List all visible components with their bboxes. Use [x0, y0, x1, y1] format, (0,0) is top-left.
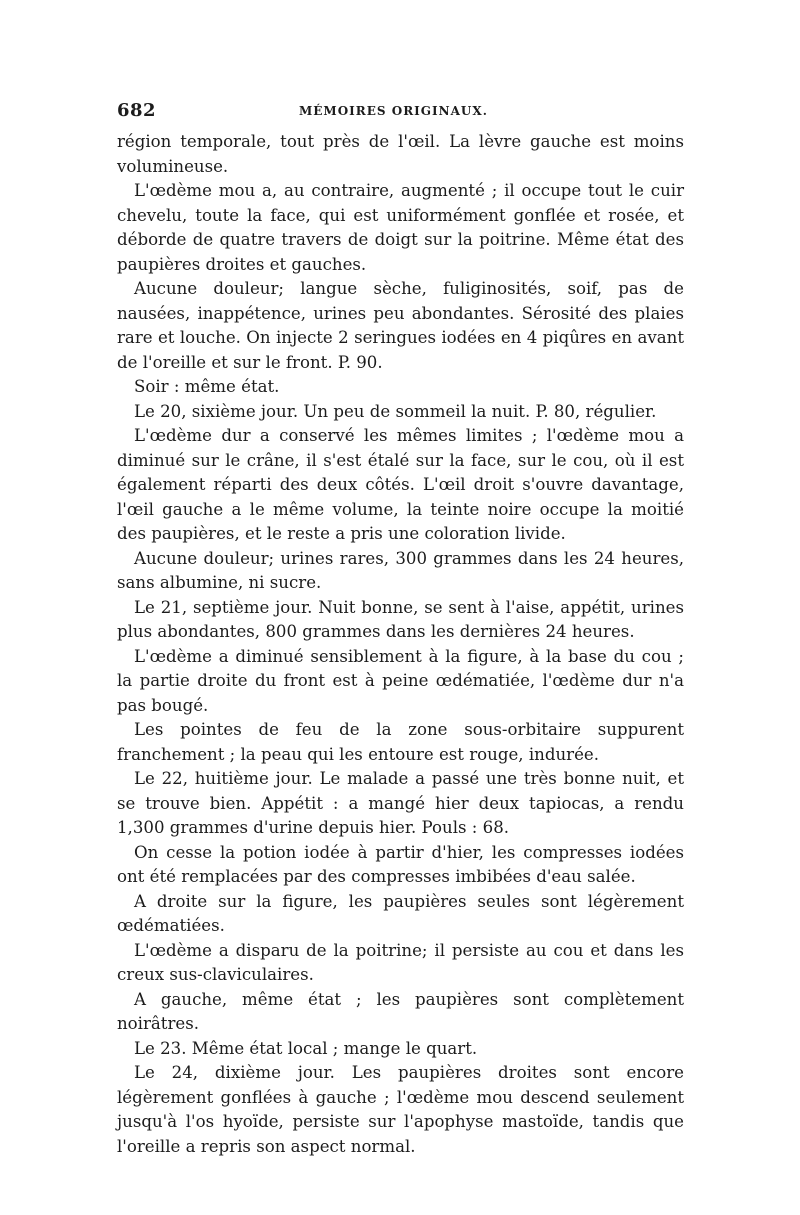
- paragraph: Le 22, huitième jour. Le malade a passé une très bonne nuit, et se trouve bien. Appétit : a mangé hier deux tapiocas, a rendu 1,300 grammes d'urine depuis hier. Pouls : 68.: [117, 769, 684, 837]
- paragraph: L'œdème a disparu de la poitrine; il persiste au cou et dans les creux sus-claviculaires.: [117, 940, 684, 984]
- paragraph: Le 21, septième jour. Nuit bonne, se sent à l'aise, appétit, urines plus abondantes, 800 grammes dans les dernières 24 heures.: [117, 597, 684, 641]
- paragraph: On cesse la potion iodée à partir d'hier, les compresses iodées ont été remplacées par des compresses imbibées d'eau salée.: [117, 842, 684, 886]
- paragraph: Aucune douleur; langue sèche, fuliginosités, soif, pas de nausées, inappétence, urines peu abondantes. Sérosité des plaies rare et louche. On injecte 2 seringues iodées en 4 piqûres en avant de l'oreille et sur le front. P. 90.: [117, 279, 684, 372]
- running-title: MÉMOIRES ORIGINAUX.: [299, 104, 488, 118]
- paragraph: Le 20, sixième jour. Un peu de sommeil la nuit. P. 80, régulier.: [134, 401, 657, 421]
- paragraph: A gauche, même état ; les paupières sont complètement noirâtres.: [117, 989, 684, 1033]
- paragraph: Soir : même état.: [134, 377, 280, 396]
- paragraph: L'œdème mou a, au contraire, augmenté ; il occupe tout le cuir chevelu, toute la face, qui est uniformément gonflée et rosée, et déborde de quatre travers de doigt sur la poitrine. Même état des paupières droites et gauches.: [117, 181, 684, 274]
- page-number: 682: [117, 100, 157, 121]
- paragraph: Aucune douleur; urines rares, 300 grammes dans les 24 heures, sans albumine, ni sucre.: [117, 548, 684, 592]
- paragraph: région temporale, tout près de l'œil. La lèvre gauche est moins volumineuse.: [117, 132, 684, 176]
- paragraph: Le 24, dixième jour. Les paupières droites sont encore légèrement gonflées à gauche ; l'œdème mou descend seulement jusqu'à l'os hyoïde, persiste sur l'apophyse mastoïde, tandis que l'oreille a repris son aspect normal.: [117, 1063, 684, 1156]
- paragraph: Le 23. Même état local ; mange le quart.: [134, 1038, 478, 1058]
- paragraph: L'œdème a diminué sensiblement à la figure, à la base du cou ; la partie droite du front est à peine œdématiée, l'œdème dur n'a pas bougé.: [117, 646, 684, 715]
- book-page: [117, 100, 684, 1159]
- paragraph: Les pointes de feu de la zone sous-orbitaire suppurent franchement ; la peau qui les entoure est rouge, indurée.: [117, 720, 684, 764]
- paragraph: A droite sur la figure, les paupières seules sont légèrement œdématiées.: [117, 891, 684, 935]
- paragraph: L'œdème dur a conservé les mêmes limites ; l'œdème mou a diminué sur le crâne, il s'est étalé sur la face, sur le cou, où il est également réparti des deux côtés. L'œil droit s'ouvre davantage, l'œil gauche a le même volume, la teinte noire occupe la moitié des paupières, et le reste a pris une coloration livide.: [117, 426, 684, 543]
- body-text: [117, 130, 684, 1159]
- running-head: [117, 100, 684, 130]
